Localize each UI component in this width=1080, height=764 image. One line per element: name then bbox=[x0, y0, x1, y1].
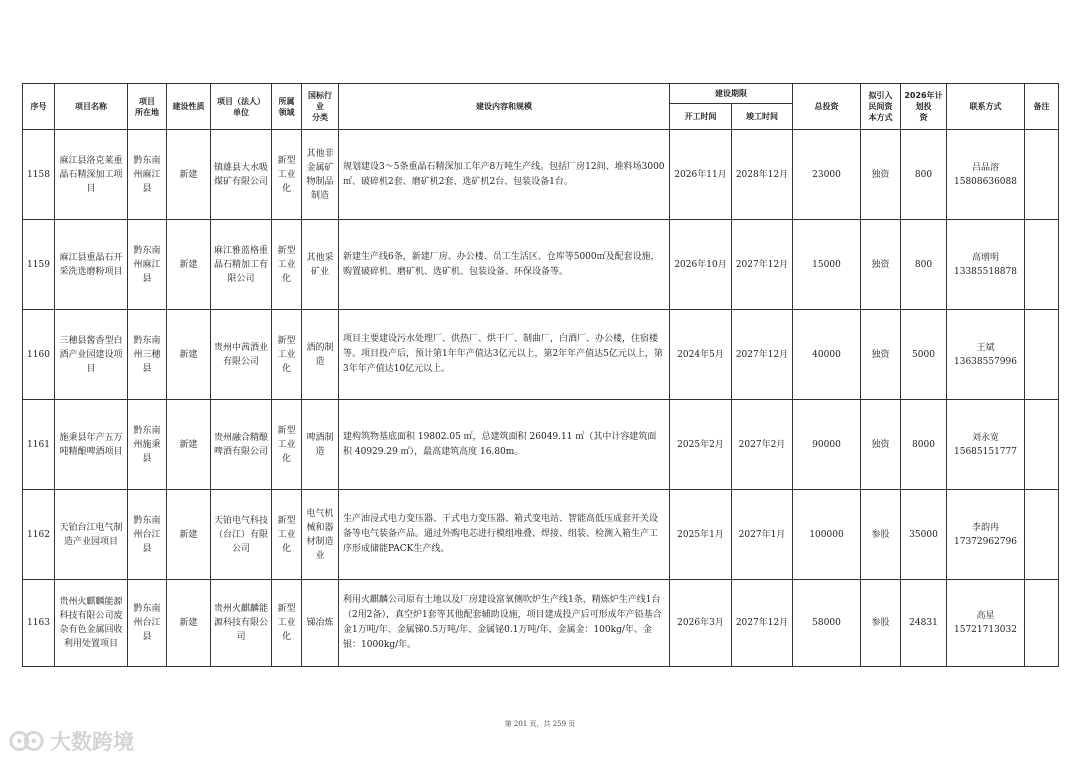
cell-start: 2026年3月 bbox=[670, 580, 732, 667]
cell-location: 黔东南州施秉县 bbox=[128, 400, 167, 490]
cell-method: 参股 bbox=[861, 490, 901, 580]
cell-content: 建构筑物基底面积 19802.05 ㎡，总建筑面积 26049.11 ㎡（其中计容建筑面积 40929.29 ㎡），最高建筑高度 16.80m。 bbox=[339, 400, 670, 490]
table-row bbox=[23, 220, 1059, 310]
cell-plan2026: 800 bbox=[901, 130, 947, 220]
cell-total: 100000 bbox=[793, 490, 861, 580]
cell-content: 生产油浸式电力变压器、干式电力变压器、箱式变电站、智能高低压成套开关设备等电气装备产品。通过外购电芯进行模组堆叠、焊接、组装、检测入箱生产工序形成储能PACK生产线。 bbox=[339, 490, 670, 580]
cell-field: 新型工业化 bbox=[272, 130, 302, 220]
cell-unit: 贵州火麒麟能源科技有限公司 bbox=[211, 580, 272, 667]
cell-no: 1163 bbox=[23, 580, 55, 667]
cell-name: 天铂台江电气制造产业园项目 bbox=[55, 490, 128, 580]
cell-location: 黔东南州台江县 bbox=[128, 490, 167, 580]
cell-no: 1160 bbox=[23, 310, 55, 400]
cell-content: 项目主要建设污水处理厂、供热厂、烘干厂、制曲厂，白酒厂、办公楼，住宿楼等。项目投产后，预计第1年年产值达3亿元以上，第2年年产值达5亿元以上，第3年年产值达10亿元以上。 bbox=[339, 310, 670, 400]
header-field: 所属 领域 bbox=[272, 84, 302, 130]
cell-no: 1158 bbox=[23, 130, 55, 220]
cell-unit: 贵州中茜酒业有限公司 bbox=[211, 310, 272, 400]
cell-industry: 其他非金属矿物制品制造 bbox=[302, 130, 339, 220]
cell-industry: 啤酒制造 bbox=[302, 400, 339, 490]
cell-nature: 新建 bbox=[167, 220, 211, 310]
cell-end: 2027年12月 bbox=[732, 220, 793, 310]
cell-total: 15000 bbox=[793, 220, 861, 310]
header-no: 序号 bbox=[23, 84, 55, 130]
cell-contact: 刘永宽 15685151777 bbox=[947, 400, 1025, 490]
cell-start: 2026年10月 bbox=[670, 220, 732, 310]
table-row bbox=[23, 310, 1059, 400]
cell-name: 三穗县酱香型白酒产业园建设项目 bbox=[55, 310, 128, 400]
cell-remark bbox=[1025, 130, 1059, 220]
cell-start: 2025年1月 bbox=[670, 490, 732, 580]
cell-no: 1161 bbox=[23, 400, 55, 490]
cell-location: 黔东南州麻江县 bbox=[128, 130, 167, 220]
table-row bbox=[23, 490, 1059, 580]
cell-field: 新型工业化 bbox=[272, 400, 302, 490]
cell-industry: 酒的制造 bbox=[302, 310, 339, 400]
table-header-row bbox=[23, 84, 1059, 104]
cell-start: 2025年2月 bbox=[670, 400, 732, 490]
cell-name: 施秉县年产五万吨精酿啤酒项目 bbox=[55, 400, 128, 490]
table-row bbox=[23, 400, 1059, 490]
watermark-text: 大数跨境 bbox=[50, 730, 134, 754]
table-row bbox=[23, 130, 1059, 220]
cell-plan2026: 800 bbox=[901, 220, 947, 310]
header-name: 项目名称 bbox=[55, 84, 128, 130]
cell-unit: 镇雄县大水吸煤矿有限公司 bbox=[211, 130, 272, 220]
header-unit: 项目（法人） 单位 bbox=[211, 84, 272, 130]
cell-start: 2026年11月 bbox=[670, 130, 732, 220]
cell-content: 利用火麒麟公司原有土地以及厂房建设富氧侧吹炉生产线1条，精炼炉生产线1台（2用2备），真空炉1套等其他配套辅助设施，项目建成投产后可形成年产铅基合金1万吨/年、金属锑0.5万吨/年、金属铋0.1万吨/年、金属金：100kg/年、金银：1000kg/年。 bbox=[339, 580, 670, 667]
header-total: 总投资 bbox=[793, 84, 861, 130]
watermark-logo-icon bbox=[8, 726, 46, 756]
header-remark: 备注 bbox=[1025, 84, 1059, 130]
cell-method: 独资 bbox=[861, 130, 901, 220]
cell-total: 40000 bbox=[793, 310, 861, 400]
cell-plan2026: 8000 bbox=[901, 400, 947, 490]
page-number: 第 201 页，共 259 页 bbox=[504, 720, 576, 728]
header-contact: 联系方式 bbox=[947, 84, 1025, 130]
header-plan2026: 2026年计划投 资 bbox=[901, 84, 947, 130]
cell-contact: 李韵冉 17372962796 bbox=[947, 490, 1025, 580]
header-nature: 建设性质 bbox=[167, 84, 211, 130]
cell-content: 规划建设3～5条重晶石精深加工年产8万吨生产线。包括厂房12间、堆料场3000㎡、破碎机2套、磨矿机2套、选矿机2台、包装设备1台。 bbox=[339, 130, 670, 220]
cell-start: 2024年5月 bbox=[670, 310, 732, 400]
cell-location: 黔东南州麻江县 bbox=[128, 220, 167, 310]
cell-name: 麻江县重晶石开采洗选磨粉项目 bbox=[55, 220, 128, 310]
table-row bbox=[23, 580, 1059, 667]
cell-contact: 吕品溶 15808636088 bbox=[947, 130, 1025, 220]
cell-nature: 新建 bbox=[167, 130, 211, 220]
cell-end: 2027年1月 bbox=[732, 490, 793, 580]
cell-plan2026: 35000 bbox=[901, 490, 947, 580]
cell-remark bbox=[1025, 310, 1059, 400]
cell-total: 90000 bbox=[793, 400, 861, 490]
cell-no: 1162 bbox=[23, 490, 55, 580]
cell-field: 新型工业化 bbox=[272, 310, 302, 400]
cell-content: 新建生产线6条，新建厂房、办公楼、员工生活区、仓库等5000㎡及配套设施，购置破碎机、磨矿机、选矿机、包装设备、环保设备等。 bbox=[339, 220, 670, 310]
cell-end: 2027年12月 bbox=[732, 580, 793, 667]
cell-name: 贵州火麒麟能源科技有限公司废杂有色金属回收利用处置项目 bbox=[55, 580, 128, 667]
cell-method: 独资 bbox=[861, 310, 901, 400]
cell-unit: 麻江雅蓝格重晶石精加工有限公司 bbox=[211, 220, 272, 310]
cell-method: 独资 bbox=[861, 400, 901, 490]
cell-industry: 其他采矿业 bbox=[302, 220, 339, 310]
cell-nature: 新建 bbox=[167, 310, 211, 400]
header-industry: 国标行业 分类 bbox=[302, 84, 339, 130]
cell-remark bbox=[1025, 580, 1059, 667]
cell-contact: 高增明 13385518878 bbox=[947, 220, 1025, 310]
cell-nature: 新建 bbox=[167, 580, 211, 667]
cell-industry: 锑冶炼 bbox=[302, 580, 339, 667]
cell-remark bbox=[1025, 400, 1059, 490]
cell-location: 黔东南州三穗县 bbox=[128, 310, 167, 400]
cell-method: 独资 bbox=[861, 220, 901, 310]
header-period: 建设期限 bbox=[670, 84, 793, 104]
cell-total: 23000 bbox=[793, 130, 861, 220]
cell-plan2026: 24831 bbox=[901, 580, 947, 667]
cell-end: 2027年12月 bbox=[732, 310, 793, 400]
header-start: 开工时间 bbox=[670, 104, 732, 130]
cell-field: 新型工业化 bbox=[272, 490, 302, 580]
cell-contact: 高星 15721713032 bbox=[947, 580, 1025, 667]
cell-remark bbox=[1025, 490, 1059, 580]
cell-unit: 贵州融合精酿啤酒有限公司 bbox=[211, 400, 272, 490]
cell-remark bbox=[1025, 220, 1059, 310]
cell-field: 新型工业化 bbox=[272, 220, 302, 310]
cell-field: 新型工业化 bbox=[272, 580, 302, 667]
cell-unit: 天铂电气科技（台江）有限公司 bbox=[211, 490, 272, 580]
project-table bbox=[22, 83, 1059, 667]
header-end: 竣工时间 bbox=[732, 104, 793, 130]
cell-end: 2027年2月 bbox=[732, 400, 793, 490]
cell-method: 参股 bbox=[861, 580, 901, 667]
cell-location: 黔东南州台江县 bbox=[128, 580, 167, 667]
header-method: 拟引入 民间资 本方式 bbox=[861, 84, 901, 130]
cell-nature: 新建 bbox=[167, 490, 211, 580]
cell-end: 2028年12月 bbox=[732, 130, 793, 220]
cell-no: 1159 bbox=[23, 220, 55, 310]
cell-total: 58000 bbox=[793, 580, 861, 667]
header-content: 建设内容和规模 bbox=[339, 84, 670, 130]
header-location: 项目 所在地 bbox=[128, 84, 167, 130]
watermark bbox=[8, 724, 134, 758]
cell-name: 麻江县洛克莱重晶石精深加工项目 bbox=[55, 130, 128, 220]
cell-nature: 新建 bbox=[167, 400, 211, 490]
cell-plan2026: 5000 bbox=[901, 310, 947, 400]
cell-contact: 王斌 13638557996 bbox=[947, 310, 1025, 400]
cell-industry: 电气机械和器材制造业 bbox=[302, 490, 339, 580]
